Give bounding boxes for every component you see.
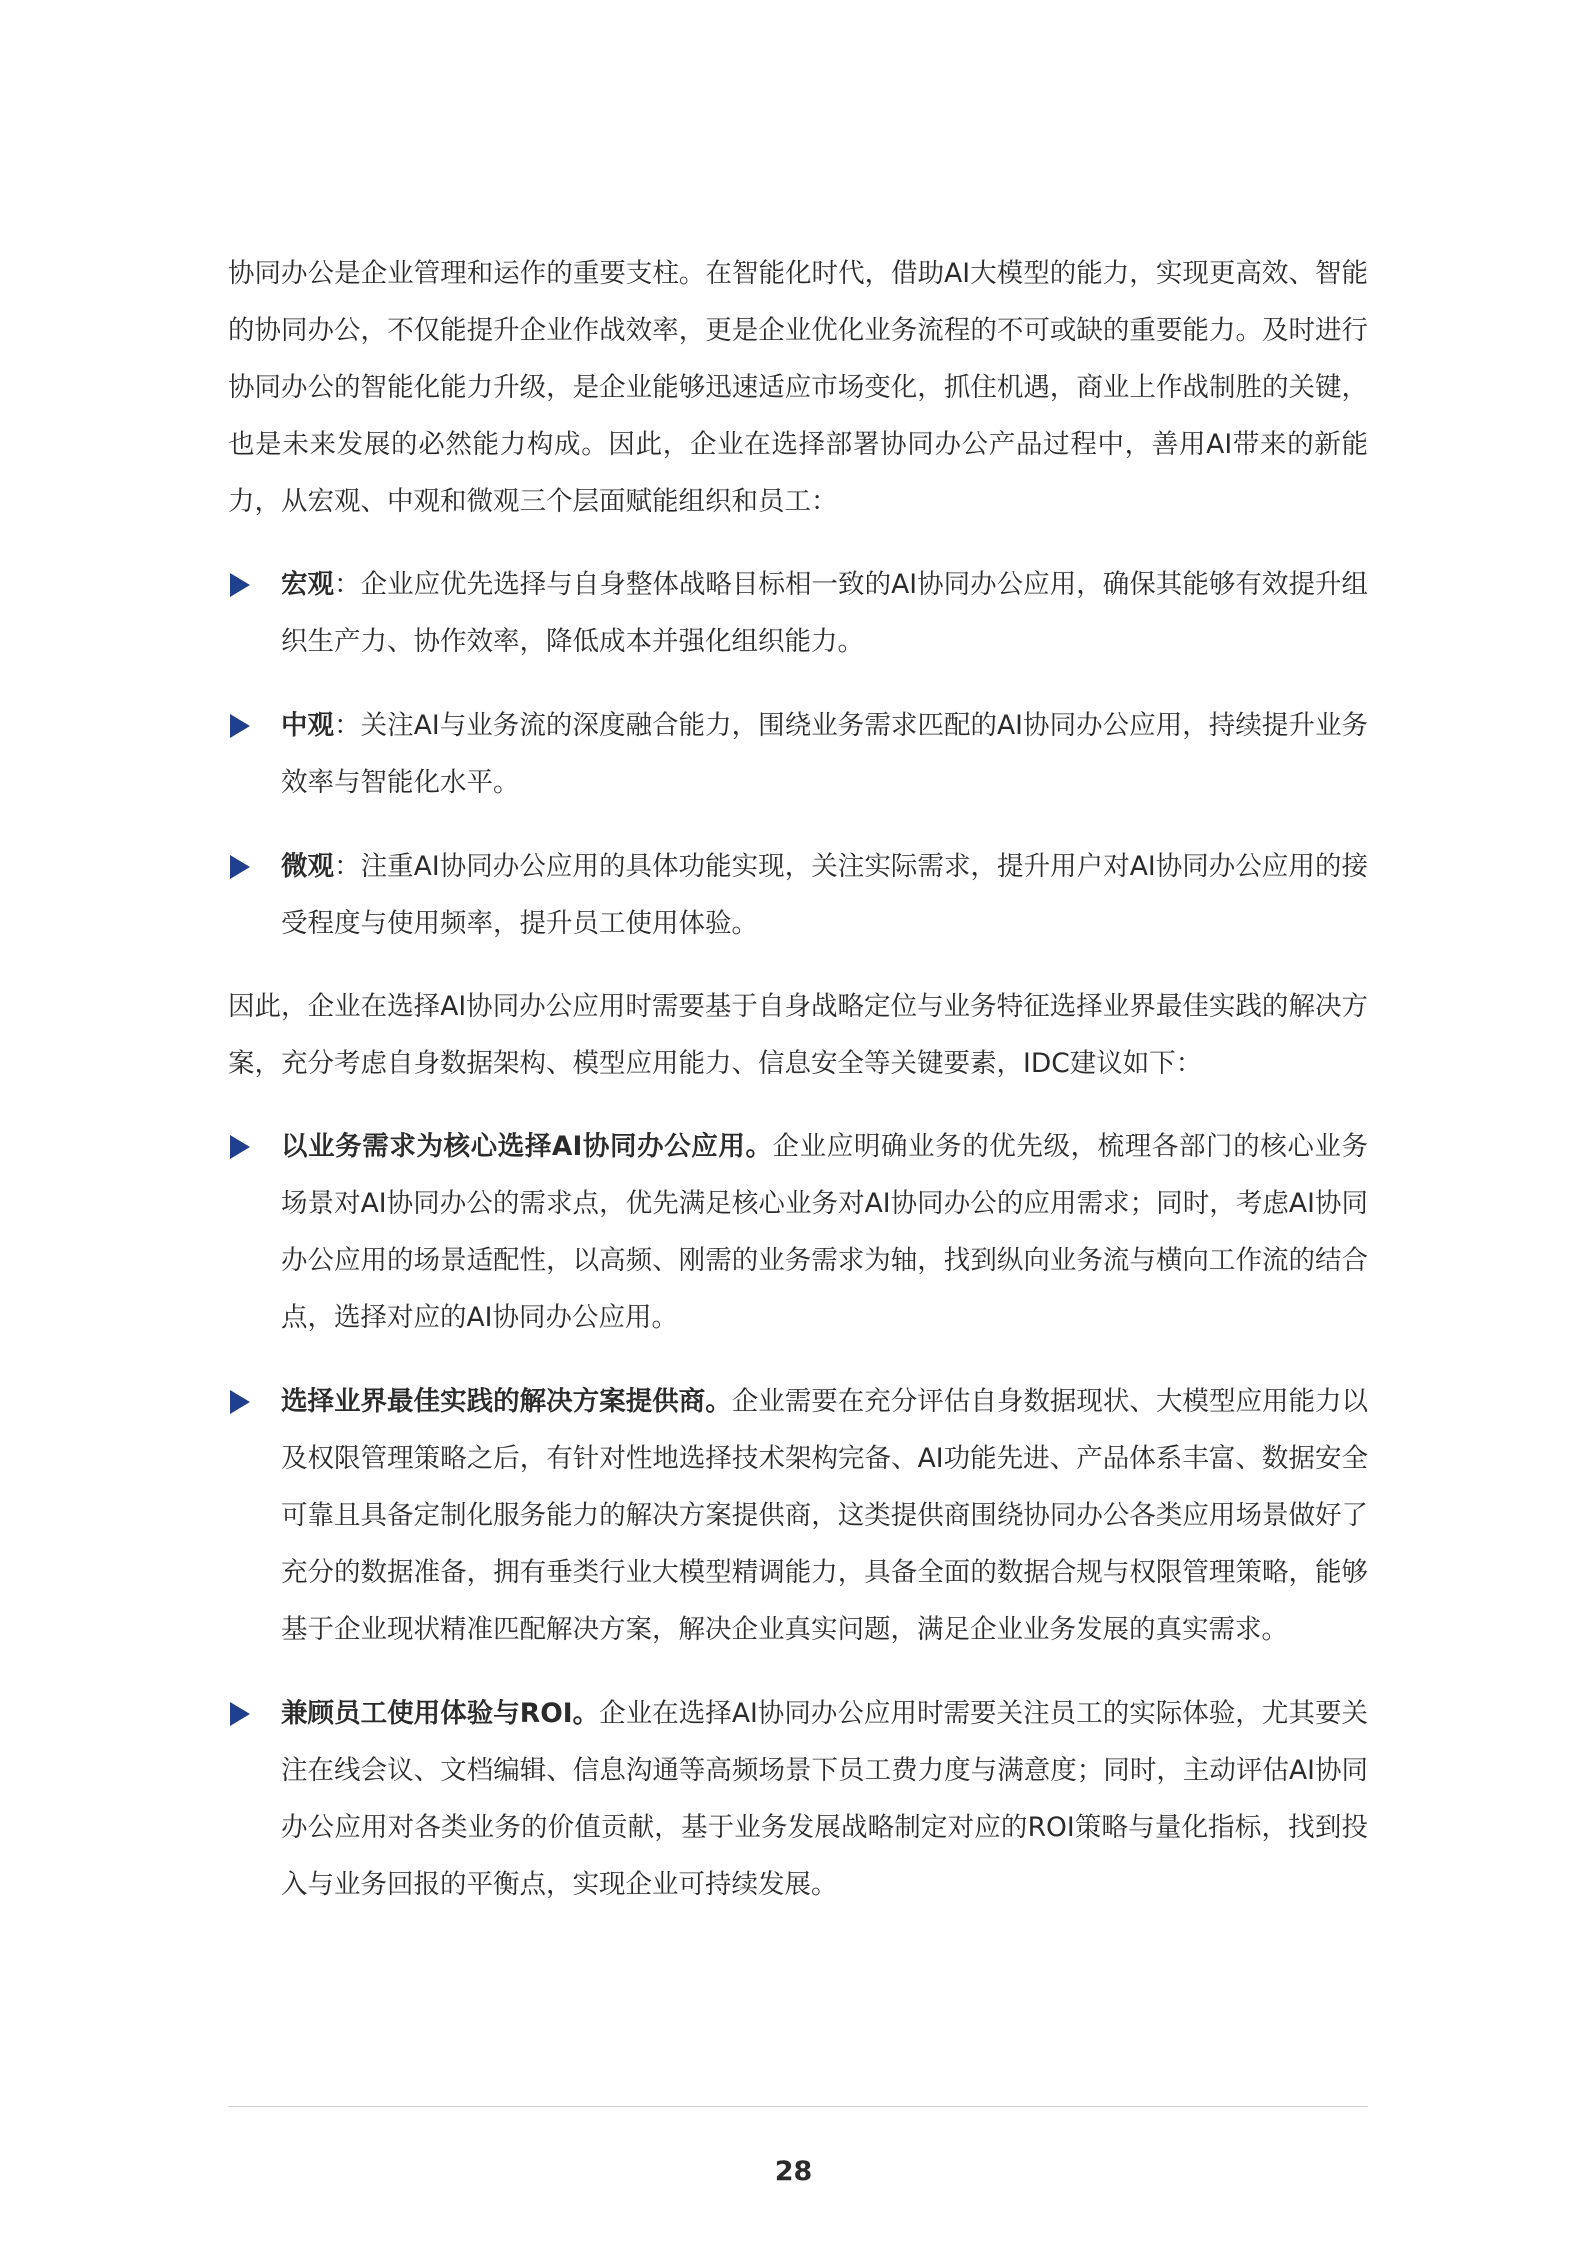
triangle-bullet-icon (230, 1135, 250, 1159)
level-list (228, 556, 1368, 952)
list-item-micro (228, 838, 1368, 952)
recommendation-text: 企业在选择AI协同办公应用时需要关注员工的实际体验，尤其要关注在线会议、文档编辑、信息沟通等高频场景下员工费力度与满意度；同时，主动评估AI协同办公应用对各类业务的价值贡献，基于业务发展战略制定对应的ROI策略与量化指标，找到投入与业务回报的平衡点，实现企业可持续发展。 (281, 1698, 1368, 1900)
recommendation-title: 选择业界最佳实践的解决方案提供商。 (281, 1386, 732, 1417)
list-item-macro (228, 556, 1368, 670)
list-item-title: 中观 (281, 710, 335, 741)
recommendation-title: 兼顾员工使用体验与ROI。 (281, 1698, 600, 1729)
triangle-bullet-icon (230, 573, 250, 597)
list-item-title: 微观 (281, 851, 335, 882)
triangle-bullet-icon (230, 855, 250, 879)
list-item-title: 宏观 (281, 569, 335, 600)
triangle-bullet-icon (230, 1390, 250, 1414)
recommendation-text: 企业需要在充分评估自身数据现状、大模型应用能力以及权限管理策略之后，有针对性地选择技术架构完备、AI功能先进、产品体系丰富、数据安全可靠且具备定制化服务能力的解决方案提供商，这类提供商围绕协同办公各类应用场景做好了充分的数据准备，拥有垂类行业大模型精调能力，具备全面的数据合规与权限管理策略，能够基于企业现状精准匹配解决方案，解决企业真实问题，满足企业业务发展的真实需求。 (281, 1386, 1369, 1645)
list-item-text: ：企业应优先选择与自身整体战略目标相一致的AI协同办公应用，确保其能够有效提升组织生产力、协作效率，降低成本并强化组织能力。 (281, 569, 1368, 657)
recommendation-list (228, 1118, 1368, 1913)
list-item-text: ：注重AI协同办公应用的具体功能实现，关注实际需求，提升用户对AI协同办公应用的接受程度与使用频率，提升员工使用体验。 (281, 851, 1369, 939)
document-body (228, 245, 1368, 1913)
transition-paragraph: 因此，企业在选择AI协同办公应用时需要基于自身战略定位与业务特征选择业界最佳实践的解决方案，充分考虑自身数据架构、模型应用能力、信息安全等关键要素，IDC建议如下： (228, 991, 1368, 1079)
recommendation-item-experience-roi (228, 1685, 1368, 1913)
recommendation-item-solution-provider (228, 1373, 1368, 1658)
footer-divider (228, 2106, 1368, 2107)
intro-paragraph: 协同办公是企业管理和运作的重要支柱。在智能化时代，借助AI大模型的能力，实现更高效、智能的协同办公，不仅能提升企业作战效率，更是企业优化业务流程的不可或缺的重要能力。及时进行协同办公的智能化能力升级，是企业能够迅速适应市场变化，抓住机遇，商业上作战制胜的关键，也是未来发展的必然能力构成。因此，企业在选择部署协同办公产品过程中，善用AI带来的新能力，从宏观、中观和微观三个层面赋能组织和员工： (228, 258, 1368, 517)
triangle-bullet-icon (230, 1702, 250, 1726)
page-number: 28 (774, 2156, 813, 2187)
recommendation-title: 以业务需求为核心选择AI协同办公应用。 (281, 1131, 773, 1162)
recommendation-text: 企业应明确业务的优先级，梳理各部门的核心业务场景对AI协同办公的需求点，优先满足核心业务对AI协同办公的应用需求；同时，考虑AI协同办公应用的场景适配性，以高频、刚需的业务需求为轴，找到纵向业务流与横向工作流的结合点，选择对应的AI协同办公应用。 (281, 1131, 1368, 1333)
recommendation-item-business-needs (228, 1118, 1368, 1346)
triangle-bullet-icon (230, 714, 250, 738)
list-item-text: ：关注AI与业务流的深度融合能力，围绕业务需求匹配的AI协同办公应用，持续提升业务效率与智能化水平。 (281, 710, 1369, 798)
list-item-meso (228, 697, 1368, 811)
